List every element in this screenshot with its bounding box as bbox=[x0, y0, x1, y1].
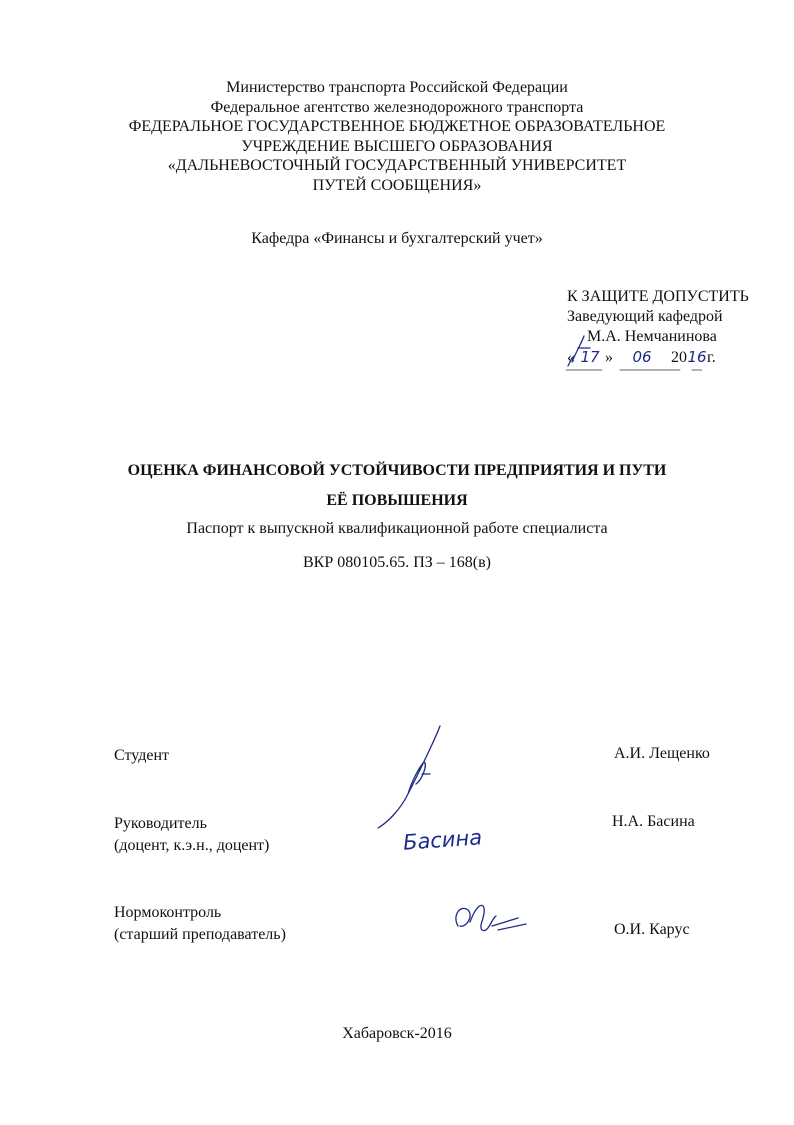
approval-signature-and-underlines bbox=[562, 328, 702, 378]
thesis-subtitle: Паспорт к выпускной квалификационной работе специалиста bbox=[186, 520, 608, 537]
approval-position: Заведующий кафедрой bbox=[567, 308, 723, 325]
date-year-prefix: 20 bbox=[671, 349, 687, 366]
normcontrol-block bbox=[114, 902, 286, 946]
thesis-title bbox=[0, 456, 794, 516]
approval-title: К ЗАЩИТЕ ДОПУСТИТЬ bbox=[567, 288, 749, 305]
normcontrol-role: Нормоконтроль bbox=[114, 904, 222, 921]
header-line-4: УЧРЕЖДЕНИЕ ВЫСШЕГО ОБРАЗОВАНИЯ bbox=[241, 137, 553, 155]
head-of-department-name: М.А. Немчанинова bbox=[587, 328, 717, 345]
supervisor-block bbox=[114, 813, 269, 857]
date-close-quote: » bbox=[605, 349, 613, 366]
date-year-suffix: 16 bbox=[687, 348, 707, 366]
department-name: Кафедра «Финансы и бухгалтерский учет» bbox=[251, 230, 543, 247]
supervisor-signature: Басина bbox=[402, 825, 483, 855]
date-day: 17 bbox=[580, 348, 600, 366]
normcontrol-position: (старший преподаватель) bbox=[114, 926, 286, 943]
student-name: А.И. Лещенко bbox=[614, 745, 710, 762]
normcontrol-signature bbox=[448, 896, 538, 946]
student-signature bbox=[368, 722, 458, 832]
header-line-3: ФЕДЕРАЛЬНОЕ ГОСУДАРСТВЕННОЕ БЮДЖЕТНОЕ ОБРАЗОВАТЕЛЬНОЕ bbox=[128, 118, 666, 135]
city-year: Хабаровск-2016 bbox=[342, 1025, 452, 1042]
thesis-code: ВКР 080105.65. ПЗ – 168(в) bbox=[302, 554, 492, 571]
thesis-title-line-2: ЕЁ ПОВЫШЕНИЯ bbox=[326, 492, 468, 509]
date-suffix: г. bbox=[707, 349, 716, 366]
normcontrol-name: О.И. Карус bbox=[614, 921, 690, 938]
supervisor-position: (доцент, к.э.н., доцент) bbox=[114, 837, 270, 854]
student-role: Студент bbox=[114, 747, 170, 764]
header-line-6: ПУТЕЙ СООБЩЕНИЯ» bbox=[312, 176, 482, 194]
header-line-2: Федеральное агентство железнодорожного транспорта bbox=[210, 98, 584, 116]
header-line-5: «ДАЛЬНЕВОСТОЧНЫЙ ГОСУДАРСТВЕННЫЙ УНИВЕРСИТЕТ bbox=[167, 157, 627, 174]
date-open-quote: « bbox=[567, 349, 575, 366]
ministry-header bbox=[0, 78, 794, 195]
header-line-1: Министерство транспорта Российской Федерации bbox=[226, 79, 568, 96]
thesis-title-line-1: ОЦЕНКА ФИНАНСОВОЙ УСТОЙЧИВОСТИ ПРЕДПРИЯТИЯ И ПУТИ bbox=[127, 462, 667, 479]
supervisor-role: Руководитель bbox=[114, 815, 207, 832]
date-month: 06 bbox=[632, 348, 652, 366]
supervisor-name: Н.А. Басина bbox=[612, 813, 695, 830]
